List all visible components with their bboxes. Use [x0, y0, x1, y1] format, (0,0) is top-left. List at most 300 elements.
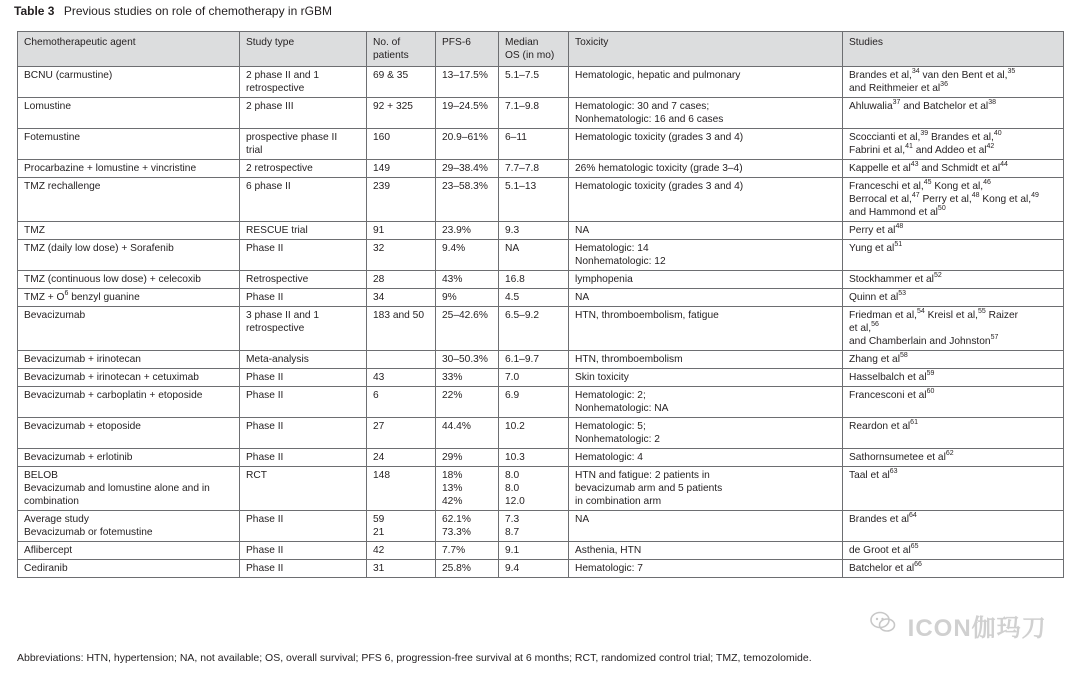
cell-line: 239 — [373, 181, 390, 192]
cell-text: Scoccianti et al, — [849, 132, 921, 143]
cell-line: Bevacizumab — [24, 310, 86, 321]
cell-text: and Addeo et al — [912, 145, 987, 156]
cell-text: Ahluwalia — [849, 101, 893, 112]
cell-line: in combination arm — [575, 496, 662, 507]
cell-line: Bevacizumab + irinotecan + cetuximab — [24, 372, 199, 383]
cell-study-type — [240, 542, 367, 560]
table-body — [18, 67, 1064, 578]
cell-line: 6.1–9.7 — [505, 354, 539, 365]
cell-line: bevacizumab arm and 5 patients — [575, 483, 723, 494]
reference-number: 39 — [920, 129, 929, 137]
cell-median-os — [499, 387, 569, 418]
cell-line: Bevacizumab and lomustine alone and in — [24, 483, 210, 494]
cell-text: and Schmidt et al — [918, 163, 1001, 174]
cell-studies — [843, 67, 1064, 98]
reference-number: 40 — [993, 129, 1002, 137]
cell-line: 16.8 — [505, 274, 525, 285]
cell-studies — [843, 560, 1064, 578]
reference-number: 48 — [895, 222, 904, 230]
cell-line: Nonhematologic: 16 and 6 cases — [575, 114, 724, 125]
cell-text: Taal et al — [849, 470, 890, 481]
cell-agent — [18, 129, 240, 160]
reference-number: 50 — [937, 204, 946, 212]
reference-number: 37 — [892, 98, 901, 106]
cell-line: 5.1–13 — [505, 181, 537, 192]
cell-median-os — [499, 98, 569, 129]
cell-text: Brandes et al, — [849, 70, 912, 81]
cell-study-type — [240, 560, 367, 578]
cell-line: 2 phase III — [246, 101, 294, 112]
cell-studies — [843, 271, 1064, 289]
reference-number: 60 — [926, 387, 935, 395]
reference-number: 35 — [1007, 67, 1016, 75]
cell-line: NA — [575, 225, 590, 236]
cell-line: 62.1% — [442, 514, 471, 525]
table-row — [18, 271, 1064, 289]
cell-pfs6 — [436, 560, 499, 578]
cell-line: 18% — [442, 470, 463, 481]
cell-text: Perry et al, — [919, 194, 972, 205]
cell-patients — [367, 449, 436, 467]
reference-number: 36 — [940, 80, 948, 88]
cell-line — [849, 224, 1057, 237]
cell-pfs6 — [436, 449, 499, 467]
cell-line: retrospective — [246, 323, 305, 334]
cell-line — [849, 544, 1057, 557]
cell-toxicity — [569, 542, 843, 560]
header-patients: No. of patients — [367, 32, 436, 67]
header-studies: Studies — [843, 32, 1064, 67]
cell-line: 43 — [373, 372, 385, 383]
cell-agent — [18, 178, 240, 222]
cell-line: 44.4% — [442, 421, 471, 432]
cell-pfs6 — [436, 387, 499, 418]
cell-line: 148 — [373, 470, 390, 481]
cell-study-type — [240, 67, 367, 98]
cell-median-os — [499, 240, 569, 271]
cell-line: Aflibercept — [24, 545, 73, 556]
cell-line: Phase II — [246, 390, 284, 401]
cell-line: 6.5–9.2 — [505, 310, 539, 321]
cell-study-type — [240, 222, 367, 240]
cell-line: 28 — [373, 274, 385, 285]
cell-line: RESCUE trial — [246, 225, 308, 236]
cell-median-os — [499, 467, 569, 511]
cell-patients — [367, 387, 436, 418]
cell-agent — [18, 307, 240, 351]
cell-text: Kreisl et al, — [924, 310, 978, 321]
cell-agent — [18, 387, 240, 418]
cell-line: 29–38.4% — [442, 163, 488, 174]
cell-text: de Groot et al — [849, 545, 911, 556]
cell-line: Phase II — [246, 243, 284, 254]
cell-studies — [843, 369, 1064, 387]
cell-study-type — [240, 129, 367, 160]
reference-number: 45 — [923, 178, 932, 186]
cell-line: NA — [575, 514, 590, 525]
cell-line: Fotemustine — [24, 132, 81, 143]
cell-line: Bevacizumab + irinotecan — [24, 354, 141, 365]
cell-pfs6 — [436, 160, 499, 178]
cell-pfs6 — [436, 467, 499, 511]
cell-line: Hematologic: 7 — [575, 563, 643, 574]
cell-patients — [367, 178, 436, 222]
cell-line: Phase II — [246, 452, 284, 463]
cell-line: 10.3 — [505, 452, 525, 463]
table-row — [18, 449, 1064, 467]
cell-patients — [367, 98, 436, 129]
cell-patients — [367, 467, 436, 511]
reference-number: 52 — [933, 271, 942, 279]
cell-patients — [367, 560, 436, 578]
table-row — [18, 289, 1064, 307]
reference-number: 41 — [905, 142, 913, 150]
cell-studies — [843, 387, 1064, 418]
cell-line: Skin toxicity — [575, 372, 629, 383]
table-row — [18, 160, 1064, 178]
cell-line: 9.4 — [505, 563, 520, 574]
cell-line: Hematologic toxicity (grades 3 and 4) — [575, 181, 744, 192]
cell-line: 26% hematologic toxicity (grade 3–4) — [575, 163, 743, 174]
cell-line: 8.0 — [505, 470, 520, 481]
cell-line: 10.2 — [505, 421, 525, 432]
reference-number: 64 — [909, 511, 917, 519]
cell-median-os — [499, 307, 569, 351]
cell-line: Hematologic: 2; — [575, 390, 646, 401]
cell-line: 21 — [373, 527, 385, 538]
cell-patients — [367, 511, 436, 542]
cell-line: Retrospective — [246, 274, 309, 285]
cell-study-type — [240, 307, 367, 351]
cell-line — [849, 353, 1057, 366]
cell-pfs6 — [436, 129, 499, 160]
cell-toxicity — [569, 160, 843, 178]
cell-line — [849, 180, 1057, 193]
cell-line: 9.3 — [505, 225, 520, 236]
cell-line: 23–58.3% — [442, 181, 488, 192]
cell-line: 91 — [373, 225, 385, 236]
cell-text: Kong et al, — [931, 181, 984, 192]
cell-text: Sathornsumetee et al — [849, 452, 946, 463]
cell-line: 2 retrospective — [246, 163, 313, 174]
reference-number: 65 — [910, 542, 919, 550]
cell-text: TMZ + O — [24, 292, 65, 303]
cell-line: 92 + 325 — [373, 101, 413, 112]
cell-study-type — [240, 178, 367, 222]
reference-number: 44 — [1000, 160, 1008, 168]
cell-line: 73.3% — [442, 527, 471, 538]
cell-studies — [843, 511, 1064, 542]
cell-line: NA — [575, 292, 590, 303]
reference-number: 43 — [910, 160, 919, 168]
cell-line: NA — [505, 243, 520, 254]
cell-line: BCNU (carmustine) — [24, 70, 113, 81]
cell-line: Bevacizumab or fotemustine — [24, 527, 153, 538]
cell-line: Nonhematologic: NA — [575, 403, 669, 414]
cell-study-type — [240, 511, 367, 542]
reference-number: 38 — [988, 98, 996, 106]
cell-median-os — [499, 542, 569, 560]
cell-patients — [367, 129, 436, 160]
cell-text: Hasselbalch et al — [849, 372, 927, 383]
cell-text: Perry et al — [849, 225, 896, 236]
cell-line: Average study — [24, 514, 89, 525]
cell-line: TMZ — [24, 225, 45, 236]
cell-median-os — [499, 160, 569, 178]
cell-agent — [18, 160, 240, 178]
cell-line: BELOB — [24, 470, 58, 481]
cell-line: 29% — [442, 452, 463, 463]
cell-pfs6 — [436, 418, 499, 449]
cell-line: Nonhematologic: 2 — [575, 434, 660, 445]
cell-line: 24 — [373, 452, 385, 463]
cell-line: Hematologic: 4 — [575, 452, 643, 463]
cell-line: Phase II — [246, 372, 284, 383]
cell-studies — [843, 289, 1064, 307]
table-row — [18, 307, 1064, 351]
table-row — [18, 351, 1064, 369]
header-toxicity: Toxicity — [569, 32, 843, 67]
cell-pfs6 — [436, 240, 499, 271]
cell-text: Friedman et al, — [849, 310, 917, 321]
reference-number: 57 — [990, 333, 999, 341]
cell-median-os — [499, 560, 569, 578]
cell-agent — [18, 222, 240, 240]
cell-line — [849, 69, 1057, 82]
table-row — [18, 129, 1064, 160]
cell-line — [849, 193, 1057, 206]
cell-study-type — [240, 467, 367, 511]
cell-text: Quinn et al — [849, 292, 899, 303]
cell-line: Meta-analysis — [246, 354, 309, 365]
cell-line: 31 — [373, 563, 385, 574]
cell-studies — [843, 98, 1064, 129]
cell-study-type — [240, 449, 367, 467]
cell-toxicity — [569, 67, 843, 98]
table-title: Previous studies on role of chemotherapy in rGBM — [63, 4, 332, 18]
cell-text: Batchelor et al — [849, 563, 915, 574]
cell-line — [849, 371, 1057, 384]
cell-median-os — [499, 369, 569, 387]
cell-line: 34 — [373, 292, 385, 303]
cell-line — [849, 322, 1057, 335]
cell-line: 6.9 — [505, 390, 520, 401]
cell-toxicity — [569, 449, 843, 467]
cell-line: 42 — [373, 545, 385, 556]
cell-agent — [18, 511, 240, 542]
cell-toxicity — [569, 129, 843, 160]
header-median-os: Median OS (in mo) — [499, 32, 569, 67]
cell-pfs6 — [436, 67, 499, 98]
cell-toxicity — [569, 467, 843, 511]
cell-line: 33% — [442, 372, 463, 383]
cell-line — [849, 451, 1057, 464]
reference-number: 53 — [898, 289, 907, 297]
table-row — [18, 511, 1064, 542]
cell-agent — [18, 369, 240, 387]
cell-text: Raizer — [985, 310, 1019, 321]
cell-line — [849, 273, 1057, 286]
cell-agent — [18, 351, 240, 369]
cell-line: 3 phase II and 1 — [246, 310, 320, 321]
cell-text: Brandes et al, — [928, 132, 994, 143]
table-row — [18, 222, 1064, 240]
cell-patients — [367, 418, 436, 449]
cell-line: 9% — [442, 292, 457, 303]
cell-text: Francesconi et al — [849, 390, 927, 401]
cell-median-os — [499, 289, 569, 307]
cell-line: 149 — [373, 163, 390, 174]
cell-line: 13% — [442, 483, 463, 494]
cell-agent — [18, 560, 240, 578]
reference-number: 66 — [914, 560, 922, 568]
cell-toxicity — [569, 289, 843, 307]
cell-line: Hematologic: 5; — [575, 421, 646, 432]
cell-line: RCT — [246, 470, 267, 481]
cell-toxicity — [569, 387, 843, 418]
cell-line: 69 & 35 — [373, 70, 409, 81]
cell-line: 59 — [373, 514, 385, 525]
cell-line: TMZ rechallenge — [24, 181, 101, 192]
cell-line: 4.5 — [505, 292, 520, 303]
table-header-row — [18, 32, 1064, 67]
cell-line: 25–42.6% — [442, 310, 488, 321]
cell-line: 6–11 — [505, 132, 527, 143]
cell-line — [849, 206, 1057, 219]
cell-agent — [18, 542, 240, 560]
cell-line: 6 phase II — [246, 181, 291, 192]
cell-median-os — [499, 178, 569, 222]
cell-line — [849, 82, 1057, 95]
cell-line: Phase II — [246, 563, 284, 574]
cell-patients — [367, 160, 436, 178]
cell-pfs6 — [436, 98, 499, 129]
table-row — [18, 98, 1064, 129]
cell-line — [849, 562, 1057, 575]
cell-text: and Chamberlain and Johnston — [849, 336, 991, 347]
table-row — [18, 542, 1064, 560]
cell-study-type — [240, 289, 367, 307]
cell-text: and Reithmeier et al — [849, 83, 941, 94]
cell-text: Fabrini et al, — [849, 145, 906, 156]
cell-agent — [18, 289, 240, 307]
cell-agent — [18, 449, 240, 467]
cell-text: Berrocal et al, — [849, 194, 912, 205]
cell-studies — [843, 160, 1064, 178]
header-agent: Chemotherapeutic agent — [18, 32, 240, 67]
cell-patients — [367, 307, 436, 351]
cell-line: HTN and fatigue: 2 patients in — [575, 470, 710, 481]
cell-line — [849, 513, 1057, 526]
header-pfs6: PFS-6 — [436, 32, 499, 67]
cell-line: Phase II — [246, 292, 284, 303]
watermark — [870, 608, 1060, 642]
cell-agent — [18, 418, 240, 449]
cell-study-type — [240, 160, 367, 178]
cell-line: 30–50.3% — [442, 354, 488, 365]
cell-line: 7.1–9.8 — [505, 101, 539, 112]
cell-line: HTN, thromboembolism, fatigue — [575, 310, 719, 321]
cell-pfs6 — [436, 178, 499, 222]
cell-toxicity — [569, 511, 843, 542]
cell-text: Brandes et al — [849, 514, 910, 525]
cell-median-os — [499, 129, 569, 160]
cell-text: Kong et al, — [979, 194, 1032, 205]
cell-studies — [843, 222, 1064, 240]
cell-line: 7.0 — [505, 372, 520, 383]
cell-toxicity — [569, 222, 843, 240]
table-row — [18, 240, 1064, 271]
cell-patients — [367, 222, 436, 240]
cell-pfs6 — [436, 222, 499, 240]
cell-text: Stockhammer et al — [849, 274, 934, 285]
cell-line — [849, 242, 1057, 255]
cell-line: Hematologic: 14 — [575, 243, 649, 254]
cell-study-type — [240, 240, 367, 271]
reference-number: 61 — [910, 418, 918, 426]
cell-pfs6 — [436, 369, 499, 387]
cell-line: TMZ (daily low dose) + Sorafenib — [24, 243, 174, 254]
cell-median-os — [499, 511, 569, 542]
reference-number: 54 — [916, 307, 925, 315]
cell-line — [849, 420, 1057, 433]
cell-text: Yung et al — [849, 243, 895, 254]
cell-line: Asthenia, HTN — [575, 545, 642, 556]
reference-number: 42 — [986, 142, 995, 150]
cell-median-os — [499, 271, 569, 289]
cell-line: 42% — [442, 496, 463, 507]
reference-number: 62 — [945, 449, 954, 457]
cell-line: 6 — [373, 390, 379, 401]
cell-line: 32 — [373, 243, 385, 254]
wechat-icon — [870, 611, 896, 640]
cell-line: 9.4% — [442, 243, 466, 254]
cell-toxicity — [569, 351, 843, 369]
cell-agent — [18, 271, 240, 289]
cell-line — [849, 144, 1057, 157]
cell-patients — [367, 542, 436, 560]
cell-toxicity — [569, 560, 843, 578]
cell-studies — [843, 449, 1064, 467]
cell-pfs6 — [436, 511, 499, 542]
cell-line — [24, 291, 233, 304]
cell-median-os — [499, 418, 569, 449]
cell-line: Bevacizumab + etoposide — [24, 421, 141, 432]
cell-median-os — [499, 351, 569, 369]
cell-line: 8.0 — [505, 483, 520, 494]
cell-text: van den Bent et al, — [919, 70, 1008, 81]
reference-number: 48 — [971, 191, 980, 199]
cell-line — [849, 389, 1057, 402]
cell-line: 7.7% — [442, 545, 466, 556]
cell-studies — [843, 418, 1064, 449]
header-study-type: Study type — [240, 32, 367, 67]
cell-line: 22% — [442, 390, 463, 401]
table-footnote: Abbreviations: HTN, hypertension; NA, not available; OS, overall survival; PFS 6, progression-free survival at 6 months; RCT, randomized control trial; TMZ, temozolomide. — [17, 652, 812, 664]
chemotherapy-studies-table — [17, 31, 1064, 578]
cell-line: HTN, thromboembolism — [575, 354, 683, 365]
table-row — [18, 418, 1064, 449]
cell-study-type — [240, 418, 367, 449]
cell-line: Hematologic, hepatic and pulmonary — [575, 70, 741, 81]
cell-studies — [843, 542, 1064, 560]
cell-patients — [367, 351, 436, 369]
cell-toxicity — [569, 240, 843, 271]
cell-toxicity — [569, 369, 843, 387]
cell-text: Kappelle et al — [849, 163, 911, 174]
reference-number: 49 — [1031, 191, 1039, 199]
cell-line: 8.7 — [505, 527, 520, 538]
